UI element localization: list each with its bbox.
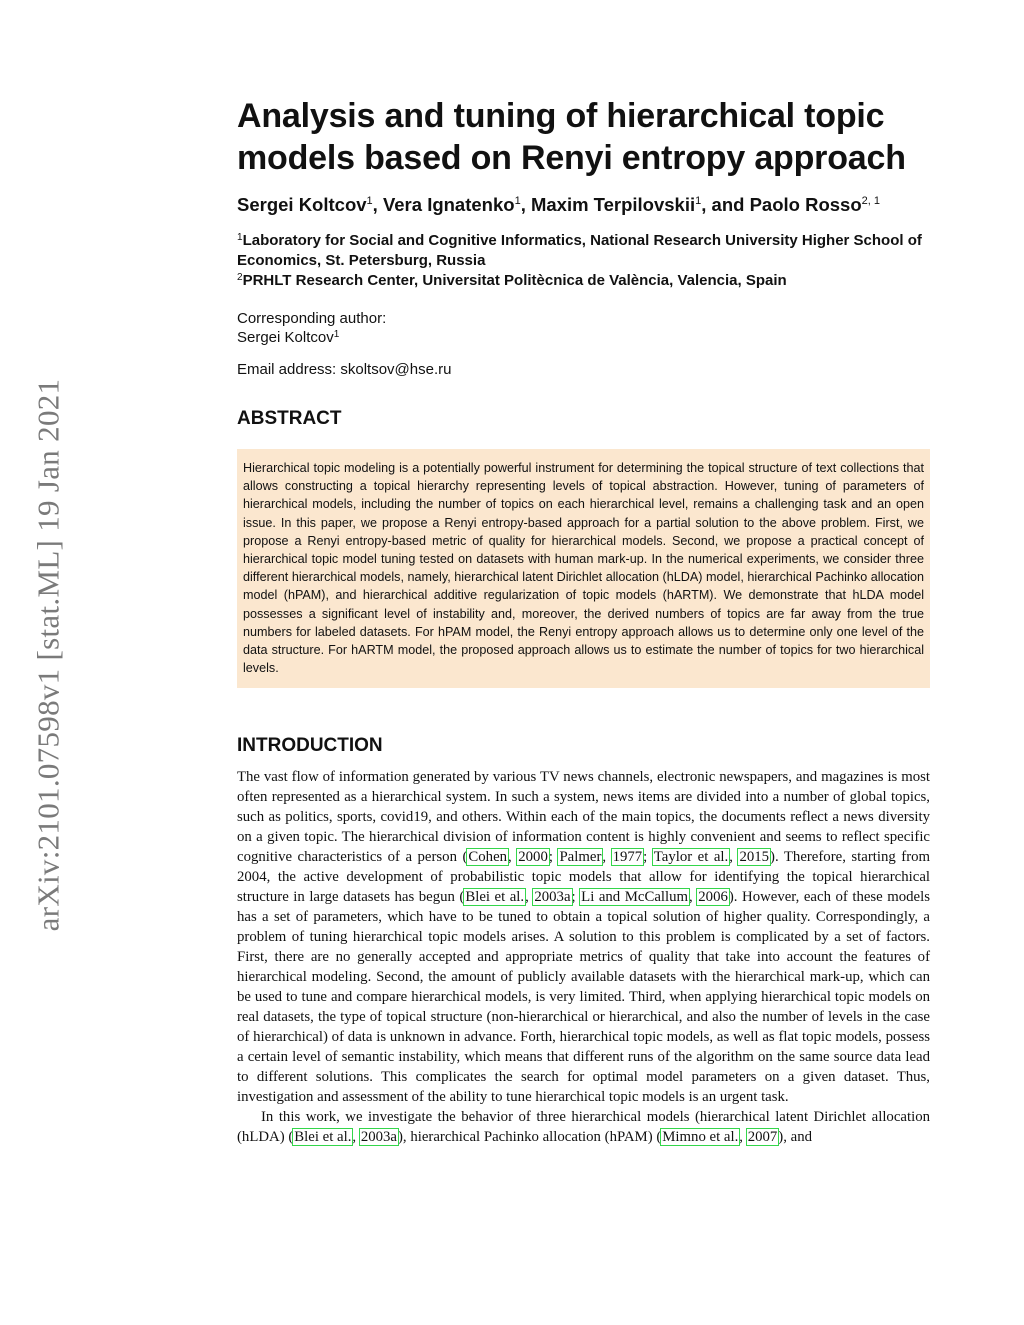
citation-link[interactable]: Taylor et al. <box>653 849 729 866</box>
author-name: Paolo Rosso <box>749 194 862 215</box>
body-text-run: In this work, we investigate the behavior of three hierarchical models (hierarchical latent Dirichlet allocation (hLDA) ( <box>237 1109 930 1146</box>
body-text-run: , <box>352 1129 360 1146</box>
body-text-run: , <box>602 849 612 866</box>
affiliation-item <box>237 271 930 291</box>
corresponding-author-name: Sergei Koltcov <box>237 329 334 346</box>
arxiv-identifier-stamp <box>18 350 78 960</box>
arxiv-identifier-text: arXiv:2101.07598v1 [stat.ML] 19 Jan 2021 <box>30 378 65 932</box>
paper-page <box>237 95 930 1147</box>
paper-title: Analysis and tuning of hierarchical topic models based on Renyi entropy approach <box>237 97 906 177</box>
citation-link[interactable]: 2003a <box>534 889 571 906</box>
author-name: Sergei Koltcov <box>237 194 367 215</box>
body-text-run: ), and <box>778 1129 812 1146</box>
author-affiliation-marker: 2, 1 <box>861 195 880 207</box>
introduction-heading: INTRODUCTION <box>237 735 383 757</box>
abstract-heading: ABSTRACT <box>237 408 342 429</box>
author-separator: , <box>520 194 531 215</box>
author-affiliation-marker: 1 <box>695 195 702 207</box>
body-text-run: ; <box>548 849 559 866</box>
body-text-run: , <box>689 889 698 906</box>
abstract-box: Hierarchical topic modeling is a potentially powerful instrument for determining the topical structure of text collections that allows constructing a topical hierarchy representing levels of topical abstraction. However, tuning of parameters of hierarchical models, including the number of topics on each hierarchical level, remains a challenging task and an open issue. In this paper, we propose a Renyi entropy-based approach for a partial solution to the above problem. First, we propose a Renyi entropy-based metric of quality for hierarchical models. Second, we propose a practical concept of hierarchical topic model tuning tested on datasets with human mark-up. In the numerical experiments, we consider three different hierarchical models, namely, hierarchical latent Dirichlet allocation (hLDA) model, hierarchical Pachinko allocation model (hPAM), and hierarchical additive regularization of topic models (hARTM). We demonstrate that hLDA model possesses a significant level of instability and, moreover, the derived numbers of topics are far away from the true numbers for labeled datasets. For hPAM model, the Renyi entropy approach allows us to determine only one level of the data structure. For hARTM model, the proposed approach allows us to estimate the number of topics for two hierarchical levels. <box>237 449 930 688</box>
corresponding-author-marker: 1 <box>333 329 340 340</box>
body-text-run: , <box>525 889 534 906</box>
citation-link[interactable]: 1977 <box>612 849 643 866</box>
introduction-body <box>237 767 930 1147</box>
citation-link[interactable]: Mimno et al. <box>662 1129 739 1146</box>
corresponding-author-name-line <box>237 328 930 347</box>
author-name: Vera Ignatenko <box>382 194 515 215</box>
paragraph <box>237 767 930 1107</box>
author-separator: , and <box>701 194 750 215</box>
body-text-run: , <box>729 849 739 866</box>
citation-link[interactable]: Blei et al. <box>465 889 525 906</box>
affiliation-item <box>237 231 930 271</box>
affiliation-text: PRHLT Research Center, Universitat Politècnica de València, Valencia, Spain <box>242 272 787 289</box>
author-separator: , <box>372 194 383 215</box>
body-text-run: The vast flow of information generated by various TV news channels, electronic newspapers, and magazines is most often represented as a hierarchical system. In such a system, news items are divided into a number of global topics, such as politics, sports, covid19, and others. Within each of the main topics, the documents reflect a news diversity on a given topic. The hierarchical division of information content is highly convenient and seems to reflect specific cognitive characteristics of a person ( <box>237 769 930 866</box>
corresponding-author-label: Corresponding author: <box>237 310 387 327</box>
citation-link[interactable]: 2006 <box>698 889 728 906</box>
citation-link[interactable]: 2003a <box>360 1129 397 1146</box>
body-text-run: ; <box>643 849 653 866</box>
affiliation-marker: 1 <box>237 232 243 243</box>
body-text-run: ). Therefore, starting from 2004, the active development of probabilistic topic models that allow for identifying the topical hierarchical structure in large datasets has begun ( <box>237 849 931 906</box>
citation-link[interactable]: 2007 <box>747 1129 778 1146</box>
email-address: Email address: skoltsov@hse.ru <box>237 361 452 378</box>
author-affiliation-marker: 1 <box>514 195 521 207</box>
body-text-run: ), hierarchical Pachinko allocation (hPAM) ( <box>398 1129 662 1146</box>
citation-link[interactable]: 2000 <box>518 849 548 866</box>
citation-link[interactable]: Palmer <box>559 849 602 866</box>
author-list <box>237 193 930 217</box>
body-text-run: , <box>508 849 518 866</box>
paragraph <box>237 1107 930 1147</box>
body-text-run: ; <box>571 889 581 906</box>
author-name: Maxim Terpilovskii <box>530 194 696 215</box>
affiliation-text: Laboratory for Social and Cognitive Informatics, National Research University Higher School of Economics, St. Petersburg, Russia <box>237 232 922 269</box>
body-text-run: ). However, each of these models has a set of parameters, which have to be tuned to obtain a topical solution of higher quality. Correspondingly, a problem of tuning hierarchical topic models arises. A solution to this problem is complicated by a set of factors. First, there are no generally accepted and appropriate metrics of quality that take into account the features of hierarchical modeling. Second, the amount of publicly available datasets with the hierarchical mark-up, which can be used to tune and compare hierarchical models, is very limited. Third, when applying hierarchical topic models on real datasets, the type of topical structure (non-hierarchical or hierarchical, and also the number of levels in the case of hierarchical) of data is unknown in advance. Forth, hierarchical topic models, as well as flat topic models, possess a certain level of semantic instability, which means that different runs of the algorithm on the same source data lead to different solutions. This complicates the search for optimal model parameters on a given dataset. Thus, investigation and assessment of the ability to tune hierarchical topic models is an urgent task. <box>237 889 930 1106</box>
author-affiliation-marker: 1 <box>366 195 373 207</box>
affiliation-marker: 2 <box>237 272 243 283</box>
citation-link[interactable]: Blei et al. <box>294 1129 352 1146</box>
citation-link[interactable]: Cohen <box>468 849 508 866</box>
corresponding-author <box>237 309 930 347</box>
citation-link[interactable]: 2015 <box>739 849 770 866</box>
citation-link[interactable]: Li and McCallum <box>581 889 689 906</box>
affiliation-list <box>237 231 930 291</box>
body-text-run: , <box>739 1129 747 1146</box>
